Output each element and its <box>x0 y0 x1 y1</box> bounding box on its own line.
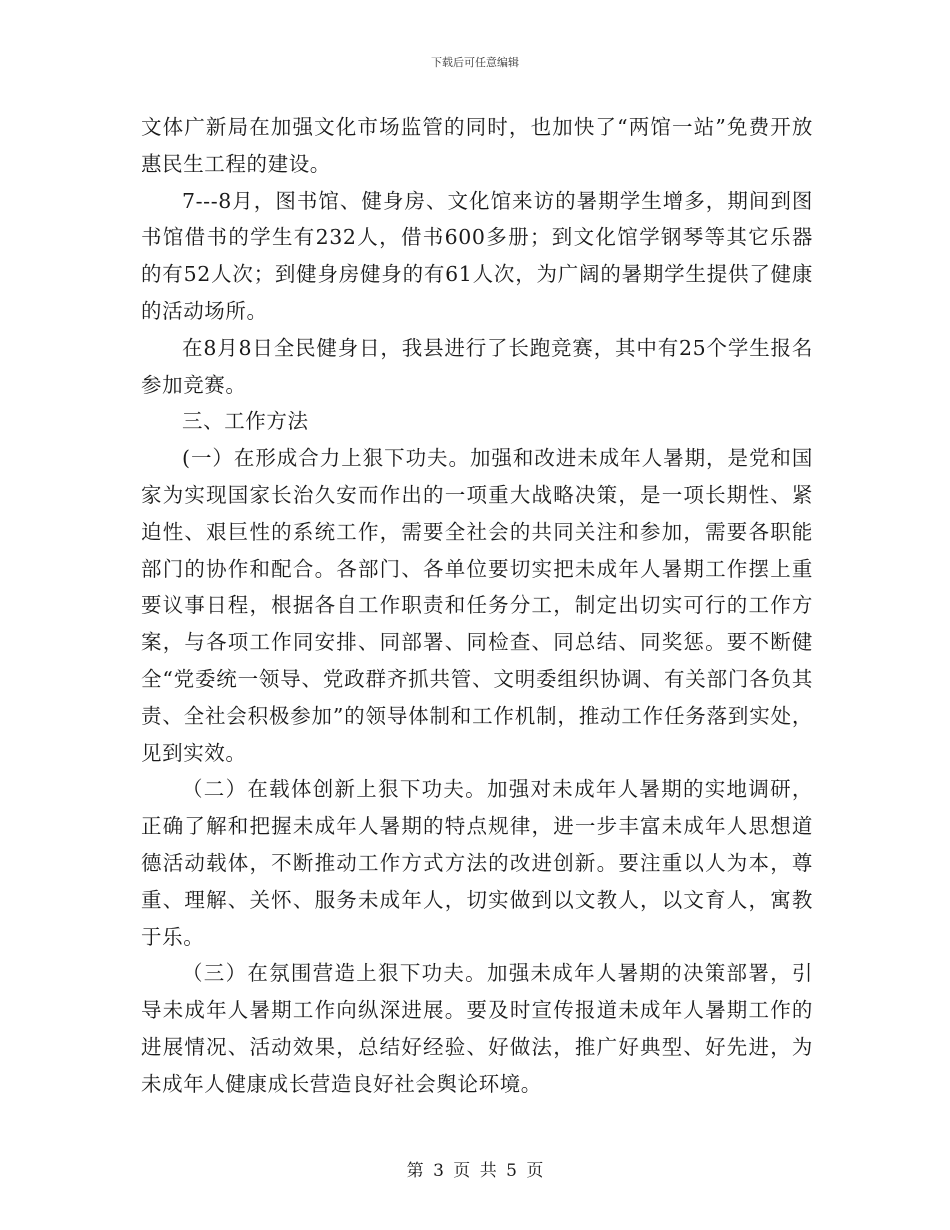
paragraph-method-2: （二）在载体创新上狠下功夫。加强对未成年人暑期的实地调研，正确了解和把握未成年人暑期的特点规律，进一步丰富未成年人思想道德活动载体，不断推动工作方式方法的改进创新。要注重以人为本，尊重、理解、关怀、服务未成年人，切实做到以文教人，以文育人，寓教于乐。 <box>141 777 813 949</box>
page-number-footer: 第 3 页 共 5 页 <box>406 1161 544 1181</box>
page-header-note: 下载后可任意编辑 <box>431 56 519 69</box>
paragraph-method-3: （三）在氛围营造上狠下功夫。加强未成年人暑期的决策部署，引导未成年人暑期工作向纵深进展。要及时宣传报道未成年人暑期工作的进展情况、活动效果，总结好经验、好做法，推广好典型、好先进，为未成年人健康成长营造良好社会舆论环境。 <box>141 961 813 1096</box>
paragraph-2: 7---8月，图书馆、健身房、文化馆来访的暑期学生增多，期间到图书馆借书的学生有232人，借书600多册；到文化馆学钢琴等其它乐器的有52人次；到健身房健身的有61人次，为广阔的暑期学生提供了健康的活动场所。 <box>141 188 813 323</box>
paragraph-3: 在8月8日全民健身日，我县进行了长跑竞赛，其中有25个学生报名参加竞赛。 <box>141 335 813 397</box>
document-body <box>141 109 813 1103</box>
paragraph-method-1: (一）在形成合力上狠下功夫。加强和改进未成年人暑期，是党和国家为实现国家长治久安而作出的一项重大战略决策，是一项长期性、紧迫性、艰巨性的系统工作，需要全社会的共同关注和参加，需要各职能部门的协作和配合。各部门、各单位要切实把未成年人暑期工作摆上重要议事日程，根据各自工作职责和任务分工，制定出切实可行的工作方案，与各项工作同安排、同部署、同检查、同总结、同奖惩。要不断健全“党委统一领导、党政群齐抓共管、文明委组织协调、有关部门各负其责、全社会积极参加”的领导体制和工作机制，推动工作任务落到实处，见到实效。 <box>141 446 813 765</box>
paragraph-1: 文体广新局在加强文化市场监管的同时，也加快了“两馆一站”免费开放惠民生工程的建设。 <box>141 115 813 176</box>
section-heading-work-methods: 三、工作方法 <box>182 409 309 434</box>
